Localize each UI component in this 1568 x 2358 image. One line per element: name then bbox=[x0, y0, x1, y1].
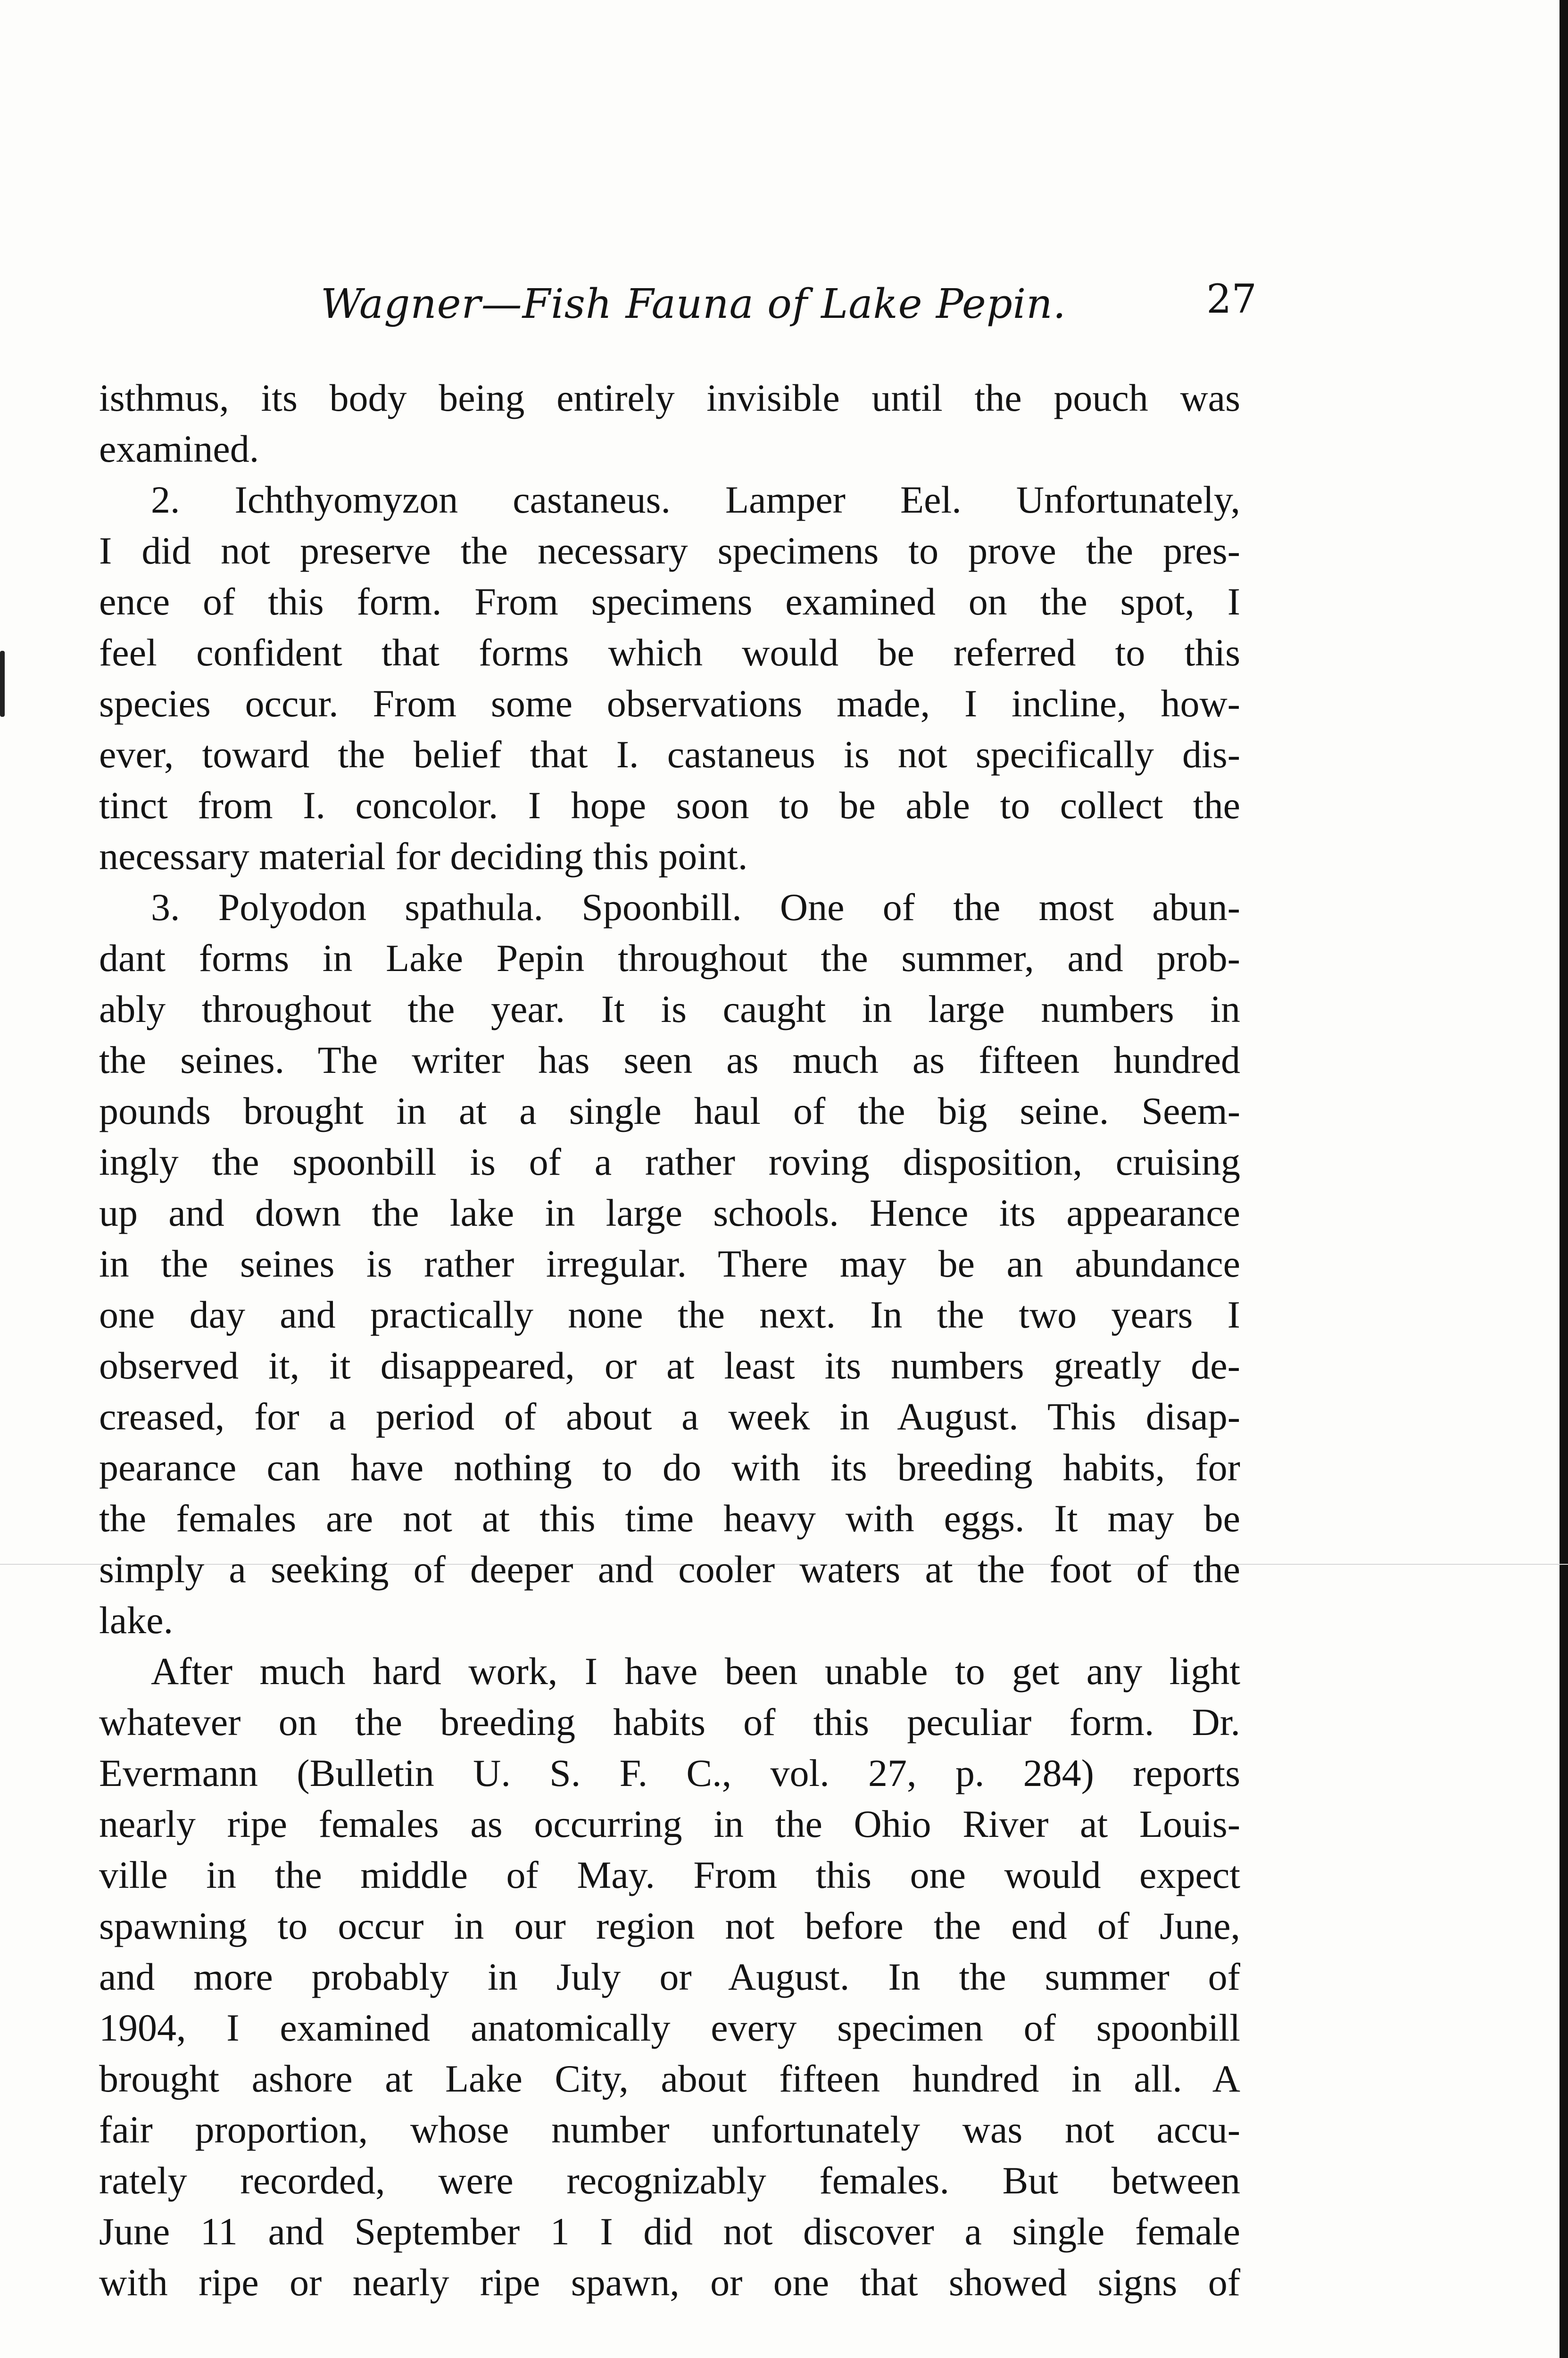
text-line: 2. Ichthyomyzon castaneus. Lamper Eel. Unfortunately, bbox=[151, 478, 1240, 521]
text-line: dant forms in Lake Pepin throughout the summer, and prob- bbox=[99, 937, 1240, 980]
paragraph-lamper-eel bbox=[99, 474, 1240, 882]
text-line: ever, toward the belief that I. castaneus is not specifically dis- bbox=[99, 733, 1240, 776]
text-line: 1904, I examined anatomically every specimen of spoonbill bbox=[99, 2006, 1240, 2049]
text-line: 3. Polyodon spathula. Spoonbill. One of the most abun- bbox=[151, 886, 1240, 929]
paragraph-continuation bbox=[99, 373, 1240, 474]
text-line: brought ashore at Lake City, about fifteen hundred in all. A bbox=[99, 2057, 1240, 2100]
text-line: ably throughout the year. It is caught in large numbers in bbox=[99, 988, 1240, 1030]
text-line: with ripe or nearly ripe spawn, or one that showed signs of bbox=[99, 2261, 1240, 2304]
text-line: examined. bbox=[99, 427, 259, 470]
text-line: fair proportion, whose number unfortunately was not accu- bbox=[99, 2108, 1240, 2151]
page-edge-shadow bbox=[1560, 0, 1568, 2358]
text-line: species occur. From some observations made, I incline, how- bbox=[99, 682, 1240, 725]
text-line: necessary material for deciding this point. bbox=[99, 835, 748, 878]
text-line: pearance can have nothing to do with its breeding habits, for bbox=[99, 1446, 1240, 1489]
text-line: ville in the middle of May. From this one would expect bbox=[99, 1853, 1240, 1896]
text-line: simply a seeking of deeper and cooler waters at the foot of the bbox=[99, 1548, 1240, 1591]
text-line: rately recorded, were recognizably females. But between bbox=[99, 2159, 1240, 2202]
text-line: lake. bbox=[99, 1599, 174, 1642]
text-line: tinct from I. concolor. I hope soon to be able to collect the bbox=[99, 784, 1240, 827]
text-line: After much hard work, I have been unable to get any light bbox=[151, 1650, 1240, 1693]
text-line: pounds brought in at a single haul of the big seine. Seem- bbox=[99, 1089, 1240, 1132]
body-text bbox=[99, 373, 1240, 2308]
margin-mark bbox=[0, 651, 5, 717]
text-line: ingly the spoonbill is of a rather roving disposition, cruising bbox=[99, 1140, 1240, 1183]
running-title: Wagner—Fish Fauna of Lake Pepin. bbox=[321, 281, 1067, 328]
text-line: observed it, it disappeared, or at least its numbers greatly de- bbox=[99, 1344, 1240, 1387]
text-line: June 11 and September 1 I did not discover a single female bbox=[99, 2210, 1240, 2253]
paragraph-spoonbill bbox=[99, 882, 1240, 1646]
text-line: nearly ripe females as occurring in the Ohio River at Louis- bbox=[99, 1802, 1240, 1845]
text-line: up and down the lake in large schools. Hence its appearance bbox=[99, 1191, 1240, 1234]
text-line: isthmus, its body being entirely invisible until the pouch was bbox=[99, 376, 1240, 419]
text-line: in the seines is rather irregular. There may be an abundance bbox=[99, 1242, 1240, 1285]
page-number: 27 bbox=[1206, 276, 1257, 322]
text-line: spawning to occur in our region not before the end of June, bbox=[99, 1904, 1240, 1947]
text-line: Evermann (Bulletin U. S. F. C., vol. 27, p. 284) reports bbox=[99, 1752, 1240, 1794]
text-line: I did not preserve the necessary specimens to prove the pres- bbox=[99, 529, 1240, 572]
text-line: and more probably in July or August. In the summer of bbox=[99, 1955, 1240, 1998]
text-line: feel confident that forms which would be referred to this bbox=[99, 631, 1240, 674]
text-line: creased, for a period of about a week in August. This disap- bbox=[99, 1395, 1240, 1438]
text-line: the females are not at this time heavy with eggs. It may be bbox=[99, 1497, 1240, 1540]
paragraph-breeding-habits bbox=[99, 1646, 1240, 2308]
text-line: one day and practically none the next. In the two years I bbox=[99, 1293, 1240, 1336]
text-line: ence of this form. From specimens examined on the spot, I bbox=[99, 580, 1240, 623]
text-line: whatever on the breeding habits of this peculiar form. Dr. bbox=[99, 1701, 1240, 1744]
text-line: the seines. The writer has seen as much as fifteen hundred bbox=[99, 1038, 1240, 1081]
